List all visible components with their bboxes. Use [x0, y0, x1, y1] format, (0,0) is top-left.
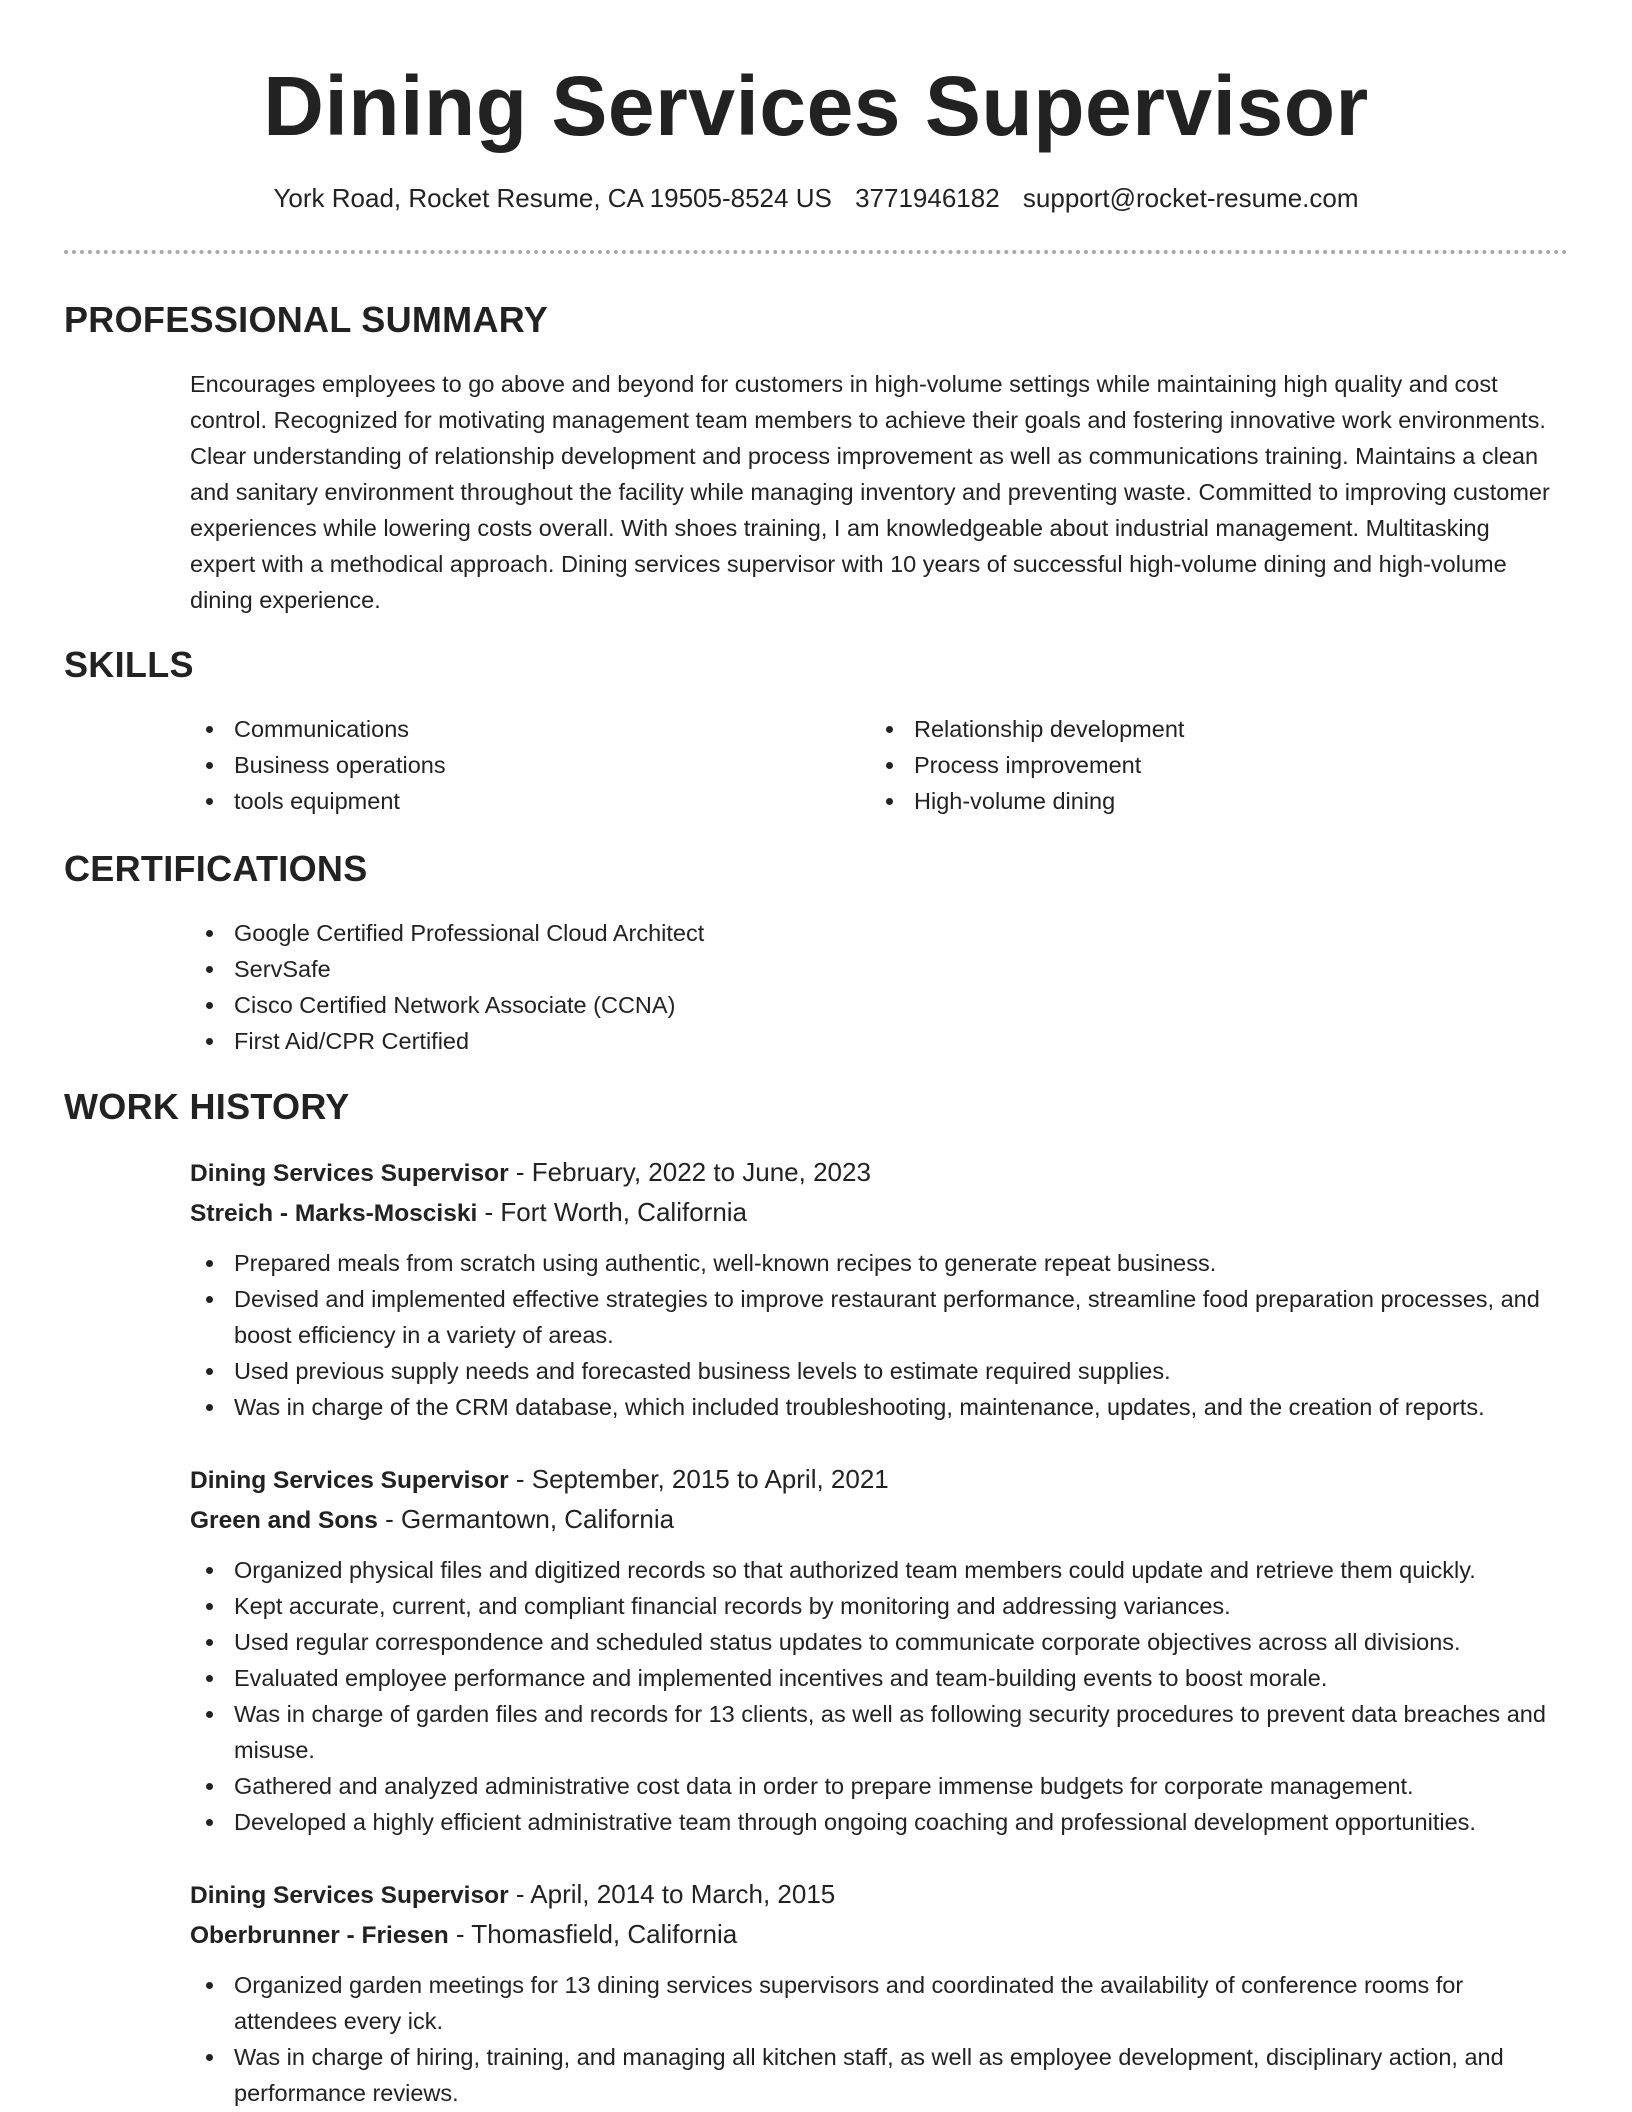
skill-item: Relationship development [870, 711, 1530, 747]
job-dates: - February, 2022 to June, 2023 [508, 1157, 871, 1187]
job-bullet: Devised and implemented effective strategies to improve restaurant performance, streamline food preparation processes, and boost efficiency in a variety of areas. [190, 1281, 1570, 1353]
job-company-line [190, 1915, 1570, 1955]
job-bullets [190, 1245, 1570, 1425]
header-divider [64, 250, 1568, 254]
job-role: Dining Services Supervisor [190, 1882, 509, 1909]
job-company-line [190, 1500, 1570, 1540]
certification-item: First Aid/CPR Certified [190, 1023, 1560, 1059]
job-bullet: Was in charge of garden files and records for 13 clients, as well as following security procedures to prevent data breaches and misuse. [190, 1696, 1570, 1768]
job-company-line [190, 1193, 1570, 1233]
contact-line [0, 182, 1632, 214]
skills-list-right [870, 711, 1530, 819]
summary-text: Encourages employees to go above and beyond for customers in high-volume settings while maintaining high quality and cost control. Recognized for motivating management team members to achieve their goals and fostering innovative work environments. Clear understanding of relationship development and process improvement as well as communications training. Maintains a clean and sanitary environment throughout the facility while managing inventory and preventing waste. Committed to improving customer experiences while lowering costs overall. With shoes training, I am knowledgeable about industrial management. Multitasking expert with a methodical approach. Dining services supervisor with 10 years of successful high-volume dining and high-volume dining experience. [190, 371, 1550, 613]
job-company: Green and Sons [190, 1507, 378, 1534]
skill-item: tools equipment [190, 783, 850, 819]
job-entry [190, 1153, 1570, 1425]
job-role: Dining Services Supervisor [190, 1467, 509, 1494]
job-dates: - April, 2014 to March, 2015 [508, 1879, 836, 1909]
job-company: Oberbrunner - Friesen [190, 1922, 449, 1949]
job-bullet: Was in charge of the CRM database, which included troubleshooting, maintenance, updates, and the creation of reports. [190, 1389, 1570, 1425]
section-title-certifications: CERTIFICATIONS [64, 848, 368, 889]
section-title-work-history: WORK HISTORY [64, 1086, 350, 1127]
section-title-skills: SKILLS [64, 644, 194, 685]
skill-item: Communications [190, 711, 850, 747]
job-bullet: Organized garden meetings for 13 dining services supervisors and coordinated the availability of conference rooms for attendees every ick. [190, 1967, 1570, 2039]
job-bullet: Prepared meals from scratch using authentic, well-known recipes to generate repeat business. [190, 1245, 1570, 1281]
job-title-line [190, 1875, 1570, 1915]
certifications-list [190, 915, 1560, 1059]
job-location: - Fort Worth, California [477, 1197, 748, 1227]
job-bullet: Gathered and analyzed administrative cost data in order to prepare immense budgets for corporate management. [190, 1768, 1570, 1804]
skill-item: Business operations [190, 747, 850, 783]
job-company: Streich - Marks-Mosciski [190, 1200, 478, 1227]
job-bullet: Used regular correspondence and scheduled status updates to communicate corporate objectives across all divisions. [190, 1624, 1570, 1660]
job-bullet: Used previous supply needs and forecasted business levels to estimate required supplies. [190, 1353, 1570, 1389]
job-bullets [190, 1552, 1570, 1840]
certification-item: Google Certified Professional Cloud Architect [190, 915, 1560, 951]
job-title-line [190, 1460, 1570, 1500]
resume-name: Dining Services Supervisor [263, 59, 1369, 153]
contact-email: support@rocket-resume.com [1022, 183, 1359, 213]
section-title-summary: PROFESSIONAL SUMMARY [64, 299, 549, 340]
skill-item: High-volume dining [870, 783, 1530, 819]
job-role: Dining Services Supervisor [190, 1160, 509, 1187]
contact-address: York Road, Rocket Resume, CA 19505-8524 US [273, 183, 832, 213]
job-bullet: Organized physical files and digitized records so that authorized team members could update and retrieve them quickly. [190, 1552, 1570, 1588]
job-location: - Germantown, California [377, 1504, 675, 1534]
skills-list-left [190, 711, 850, 819]
job-location: - Thomasfield, California [448, 1919, 738, 1949]
job-dates: - September, 2015 to April, 2021 [508, 1464, 889, 1494]
contact-phone: 3771946182 [855, 183, 1000, 213]
job-title-line [190, 1153, 1570, 1193]
job-entry [190, 1875, 1570, 2111]
certification-item: Cisco Certified Network Associate (CCNA) [190, 987, 1560, 1023]
job-entry [190, 1460, 1570, 1840]
certification-item: ServSafe [190, 951, 1560, 987]
job-bullet: Was in charge of hiring, training, and managing all kitchen staff, as well as employee development, disciplinary action, and performance reviews. [190, 2039, 1570, 2111]
job-bullets [190, 1967, 1570, 2111]
skill-item: Process improvement [870, 747, 1530, 783]
job-bullet: Developed a highly efficient administrative team through ongoing coaching and professional development opportunities. [190, 1804, 1570, 1840]
job-bullet: Kept accurate, current, and compliant financial records by monitoring and addressing variances. [190, 1588, 1570, 1624]
job-bullet: Evaluated employee performance and implemented incentives and team-building events to boost morale. [190, 1660, 1570, 1696]
